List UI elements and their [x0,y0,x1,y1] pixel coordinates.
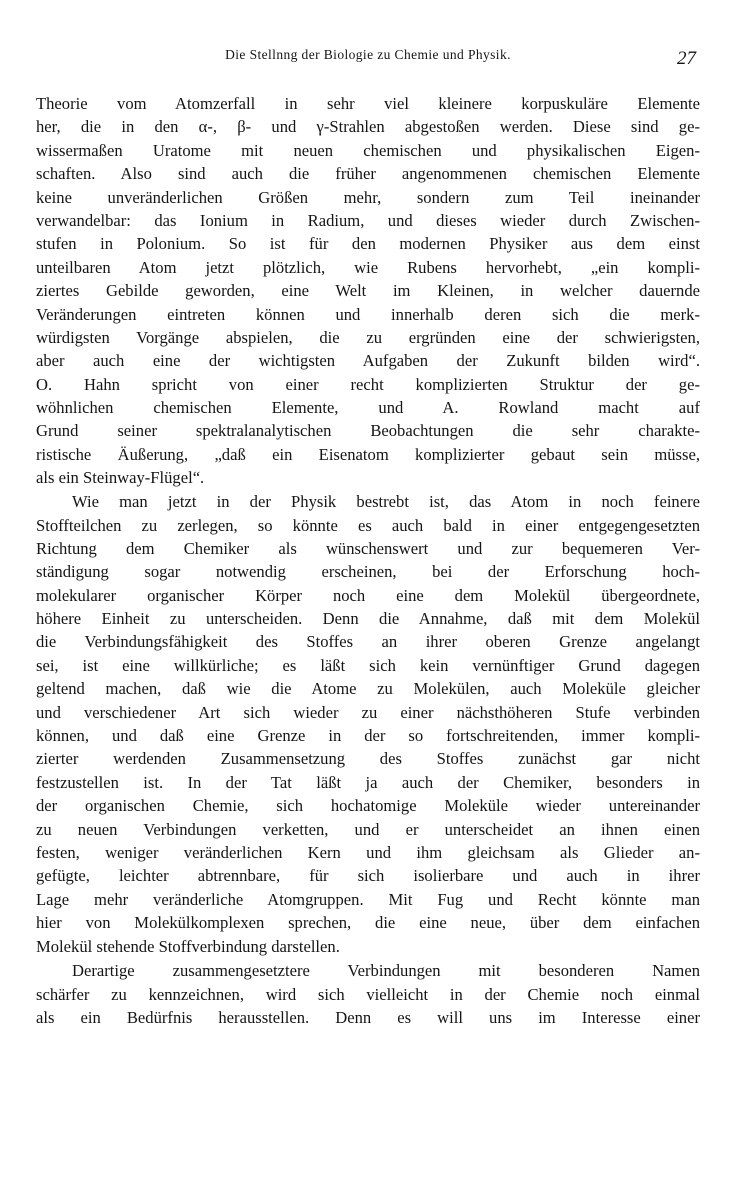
text-line: zierter werdenden Zusammensetzung des Stoffes zunächst gar nicht [36,749,700,769]
text-line: aber auch eine der wichtigsten Aufgaben der Zukunft bilden wird“. [36,351,700,371]
text-line: schärfer zu kennzeichnen, wird sich vielleicht in der Chemie noch einmal [36,984,700,1004]
text-line: gefügte, leichter abtrennbare, für sich isolierbare und auch in ihrer [36,866,700,886]
text-line: sei, ist eine willkürliche; es läßt sich kein vernünftiger Grund dagegen [36,655,700,675]
text-line: ständigung sogar notwendig erscheinen, bei der Erforschung hoch- [36,562,700,582]
text-line: festen, weniger veränderlichen Kern und ihm gleichsam als Glieder an- [36,843,700,862]
text-line: O. Hahn spricht von einer recht komplizierten Struktur der ge- [36,374,700,394]
text-line: Stoffteilchen zu zerlegen, so könnte es auch bald in einer entgegengesetzten [36,515,700,535]
page-header [36,44,700,74]
text-line: stufen in Polonium. So ist für den modernen Physiker aus dem einst [36,234,700,254]
text-line: würdigsten Vorgänge abspielen, die zu ergründen eine der schwierigsten, [36,327,700,347]
text-line: Richtung dem Chemiker als wünschenswert und zur bequemeren Ver- [36,538,700,558]
text-line: der organischen Chemie, sich hochatomige Moleküle wieder untereinander [36,796,700,816]
text-line: als ein Steinway-Flügel“. [36,468,205,488]
text-line: Grund seiner spektralanalytischen Beobachtungen die sehr charakte- [36,421,700,441]
text-line: ristische Äußerung, „daß ein Eisenatom komplizierter gebaut sein müsse, [36,444,700,464]
text-line: die Verbindungsfähigkeit des Stoffes an ihrer oberen Grenze angelangt [36,632,700,652]
text-line: Theorie vom Atomzerfall in sehr viel kleinere korpuskuläre Elemente [36,94,700,113]
text-line: höhere Einheit zu unterscheiden. Denn die Annahme, daß mit dem Molekül [36,609,700,629]
text-line: können, und daß eine Grenze in der so fortschreitenden, immer kompli- [36,726,700,746]
text-line: als ein Bedürfnis herausstellen. Denn es will uns im Interesse einer [36,1008,700,1028]
text-line: und verschiedener Art sich wieder zu einer nächsthöheren Stufe verbinden [36,702,700,722]
text-line: Derartige zusammengesetztere Verbindungen mit besonderen Namen [72,961,700,981]
text-line: festzustellen ist. In der Tat läßt ja auch der Chemiker, besonders in [36,772,700,792]
running-title: Die Stellnng der Biologie zu Chemie und Physik. [225,47,511,62]
text-line: zu neuen Verbindungen verketten, und er unterscheidet an ihnen einen [36,819,700,839]
paragraph [36,92,700,490]
text-line: Wie man jetzt in der Physik bestrebt ist, das Atom in noch feinere [72,492,700,512]
page-number: 27 [677,48,696,69]
text-line: Molekül stehende Stoffverbindung darstellen. [36,936,340,956]
text-line: molekularer organischer Körper noch eine dem Molekül übergeordnete, [36,585,700,605]
text-line: ziertes Gebilde geworden, eine Welt im Kleinen, in welcher dauernde [36,281,700,301]
paragraph [36,959,700,1029]
text-line: her, die in den α-, β- und γ-Strahlen abgestoßen werden. Diese sind ge- [36,117,700,137]
text-line: unteilbaren Atom jetzt plötzlich, wie Rubens hervorhebt, „ein kompli- [36,257,700,277]
text-line: wissermaßen Uratome mit neuen chemischen und physikalischen Eigen- [36,140,700,160]
text-line: verwandelbar: das Ionium in Radium, und dieses wieder durch Zwischen- [36,210,700,230]
text-line: hier von Molekülkomplexen sprechen, die eine neue, über dem einfachen [36,913,700,933]
text-line: schaften. Also sind auch die früher angenommenen chemischen Elemente [36,164,700,184]
text-line: wöhnlichen chemischen Elemente, und A. Rowland macht auf [36,398,700,418]
text-line: Lage mehr veränderliche Atomgruppen. Mit Fug und Recht könnte man [36,889,700,909]
text-line: Veränderungen eintreten können und innerhalb deren sich die merk- [36,304,700,324]
text-line: geltend machen, daß wie die Atome zu Molekülen, auch Moleküle gleicher [36,679,700,699]
paragraph [36,490,700,958]
text-line: keine unveränderlichen Größen mehr, sondern zum Teil ineinander [36,187,700,207]
body-text [36,92,700,1030]
